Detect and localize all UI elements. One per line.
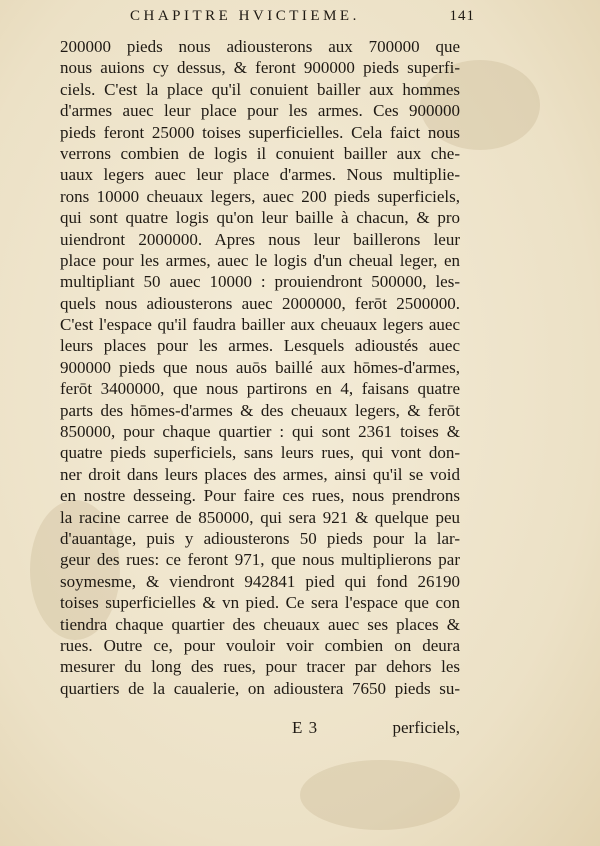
text-line: rues. Outre ce, pour vouloir voir combien on deura: [60, 635, 460, 655]
text-line: tiendra chaque quartier des cheuaux auec ses places &: [60, 614, 460, 634]
text-line: toises superficielles & vn pied. Ce sera l'espace que con: [60, 593, 460, 613]
text-line: en nostre desseing. Pour faire ces rues, nous prendrons: [60, 486, 460, 506]
text-line: rons 10000 cheuaux legers, auec 200 pieds superficiels,: [60, 186, 460, 206]
signature-mark: E 3: [292, 718, 319, 737]
text-line: C'est l'espace qu'il faudra bailler aux cheuaux legers auec: [60, 315, 460, 335]
text-line: 200000 pieds nous adiousterons aux 700000 que: [60, 37, 460, 56]
text-line: ner droit dans leurs places des armes, ainsi qu'il se void: [60, 464, 460, 484]
page-number: 141: [449, 8, 475, 24]
text-line: uiendront 2000000. Apres nous leur baillerons leur: [60, 229, 460, 249]
text-line: nous auions cy dessus, & feront 900000 pieds superfi-: [60, 58, 460, 78]
text-line: verrons combien de logis il conuient bailler aux che-: [60, 143, 460, 163]
text-line: d'armes auec leur place pour les armes. Ces 900000: [60, 101, 460, 121]
text-line: qui sont quatre logis qu'on leur baille à chacun, & pro: [60, 208, 460, 228]
text-line: ferōt 3400000, que nous partirons en 4, faisans quatre: [60, 379, 460, 399]
text-line: mesurer du long des rues, pour tracer par dehors les: [60, 657, 460, 677]
text-line: multipliant 50 auec 10000 : prouiendront 500000, les-: [60, 272, 460, 292]
text-line: 850000, pour chaque quartier : qui sont 2361 toises &: [60, 422, 460, 442]
page-footer: [60, 716, 460, 740]
text-line: geur des rues: ce feront 971, que nous multiplierons par: [60, 550, 460, 570]
text-line: d'auantage, puis y adiousterons 50 pieds pour la lar-: [60, 528, 460, 548]
text-line: leurs places pour les armes. Lesquels adioustés auec: [60, 336, 460, 356]
text-line: quatre pieds superficiels, sans leurs rues, qui vont don-: [60, 443, 460, 463]
paper-stain: [300, 760, 460, 830]
text-line: uaux legers auec leur place d'armes. Nous multiplie-: [60, 165, 460, 185]
text-line: soymesme, & viendront 942841 pied qui fond 26190: [60, 571, 460, 591]
text-line: 900000 pieds que nous auōs baillé aux hōmes-d'armes,: [60, 357, 460, 377]
catchword: perficiels,: [392, 718, 460, 737]
text-line: ciels. C'est la place qu'il conuient bailler aux hommes: [60, 79, 460, 99]
text-line: parts des hōmes-d'armes & des cheuaux legers, & ferōt: [60, 400, 460, 420]
text-line: pieds feront 25000 toises superficielles. Cela faict nous: [60, 122, 460, 142]
page-header: [130, 6, 475, 28]
text-line: quartiers de la caualerie, on adioustera 7650 pieds su-: [60, 678, 460, 698]
text-line: place pour les armes, auec le logis d'un cheual leger, en: [60, 250, 460, 270]
text-line: la racine carree de 850000, qui sera 921 & quelque peu: [60, 507, 460, 527]
text-line: quels nous adiousterons auec 2000000, ferōt 2500000.: [60, 293, 460, 313]
body-text: [60, 36, 460, 699]
running-title: CHAPITRE HVICTIEME.: [130, 8, 360, 24]
